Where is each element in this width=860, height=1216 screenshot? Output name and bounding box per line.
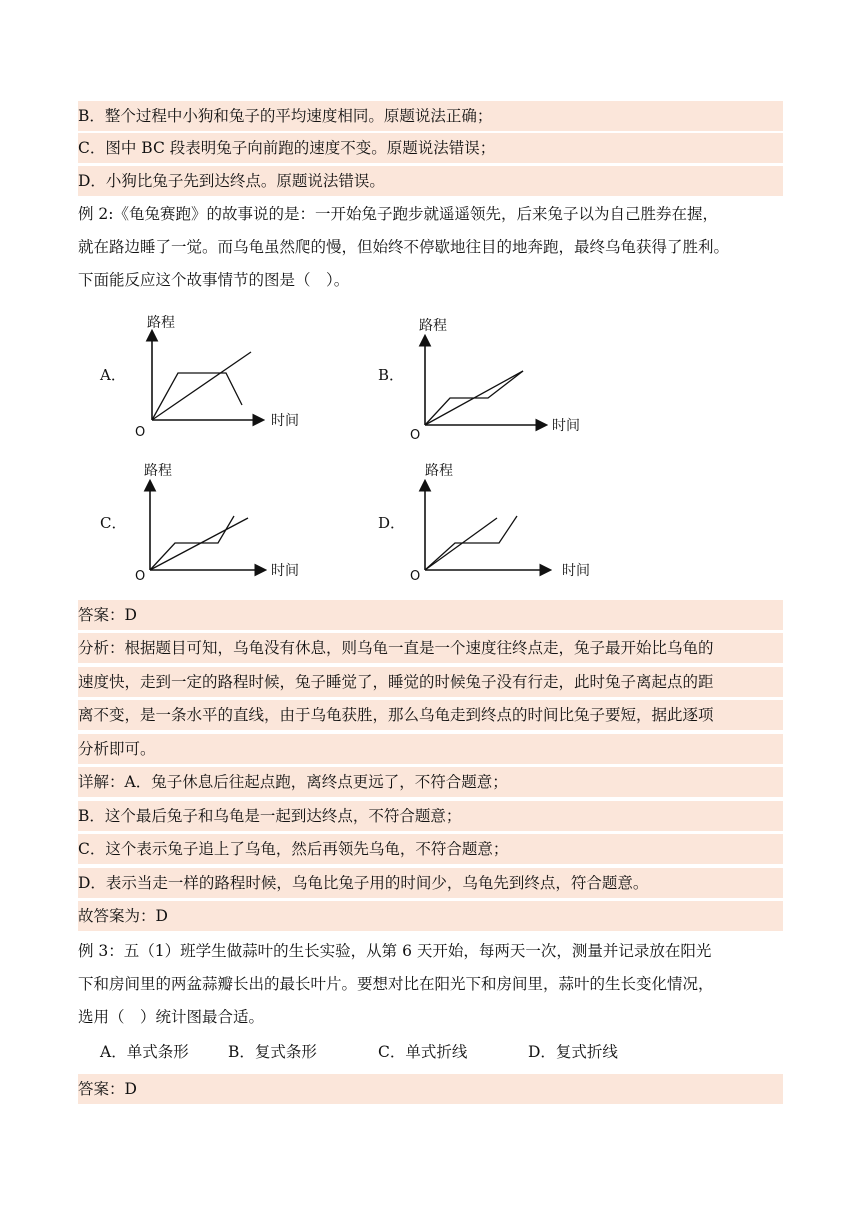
option-c: C．单式折线: [378, 1043, 468, 1061]
question-text: 选用（ ）统计图最合适。: [78, 1008, 265, 1026]
options-row: [78, 1037, 783, 1067]
analysis-text: 速度快，走到一定的路程时候，兔子睡觉了，睡觉的时候兔子没有行走，此时兔子离起点的距: [78, 667, 783, 697]
y-axis-label: 路程: [419, 318, 447, 334]
graph-b: [405, 315, 605, 445]
origin-label: O: [410, 569, 421, 584]
text-line: C．图中 BC 段表明兔子向前跑的速度不变。原题说法错误；: [78, 133, 783, 163]
origin-label: O: [410, 428, 421, 443]
detail-text: C．这个表示兔子追上了乌龟，然后再领先乌龟，不符合题意；: [78, 834, 783, 864]
option-label-d: D．: [378, 514, 406, 532]
question-text: 例 2:《龟兔赛跑》的故事说的是：一开始兔子跑步就遥遥领先，后来兔子以为自己胜券在握，: [78, 205, 719, 223]
detail-text: B．这个最后兔子和乌龟是一起到达终点，不符合题意；: [78, 801, 783, 831]
option-d: D．复式折线: [528, 1043, 618, 1061]
text-line: D．小狗比兔子先到达终点。原题说法错误。: [78, 166, 783, 196]
origin-label: O: [135, 425, 146, 440]
option-b: B．复式条形: [228, 1043, 317, 1061]
option-a: A．单式条形: [100, 1043, 189, 1061]
x-axis-label: 时间: [271, 563, 299, 579]
y-axis-label: 路程: [147, 315, 175, 331]
x-axis-label: 时间: [562, 563, 590, 579]
analysis-text: 离不变，是一条水平的直线，由于乌龟获胜，那么乌龟走到终点的时间比兔子要短，据此逐项: [78, 700, 783, 730]
y-axis-label: 路程: [144, 463, 172, 479]
x-axis-label: 时间: [552, 418, 580, 434]
text-line: B．整个过程中小狗和兔子的平均速度相同。原题说法正确；: [78, 101, 783, 131]
origin-label: O: [135, 569, 146, 584]
answer-text: 答案：D: [78, 1074, 783, 1104]
detail-text: D．表示当走一样的路程时候，乌龟比兔子用的时间少，乌龟先到终点，符合题意。: [78, 868, 783, 898]
option-label-c: C．: [100, 514, 127, 532]
question-text: 下面能反应这个故事情节的图是（ ）。: [78, 271, 350, 289]
graph-a: [130, 310, 330, 440]
analysis-text: 分析即可。: [78, 734, 783, 764]
x-axis-label: 时间: [271, 413, 299, 429]
question-text: 下和房间里的两盆蒜瓣长出的最长叶片。要想对比在阳光下和房间里，蒜叶的生长变化情况，: [78, 975, 714, 993]
option-label-a: A．: [100, 366, 126, 384]
y-axis-label: 路程: [425, 463, 453, 479]
analysis-text: 分析：根据题目可知，乌龟没有休息，则乌龟一直是一个速度往终点走，兔子最开始比乌龟的: [78, 633, 783, 663]
answer-text: 答案：D: [78, 600, 783, 630]
question-text: 例 3：五（1）班学生做蒜叶的生长实验，从第 6 天开始，每两天一次，测量并记录放在阳光: [78, 942, 712, 960]
option-label-b: B．: [378, 366, 405, 384]
question-text: 就在路边睡了一觉。而乌龟虽然爬的慢，但始终不停歇地往目的地奔跑，最终乌龟获得了胜利。: [78, 238, 730, 256]
detail-text: 详解：A．兔子休息后往起点跑，离终点更远了，不符合题意；: [78, 767, 783, 797]
graph-d: [405, 460, 605, 590]
conclusion-text: 故答案为：D: [78, 901, 783, 931]
graph-c: [130, 460, 330, 590]
